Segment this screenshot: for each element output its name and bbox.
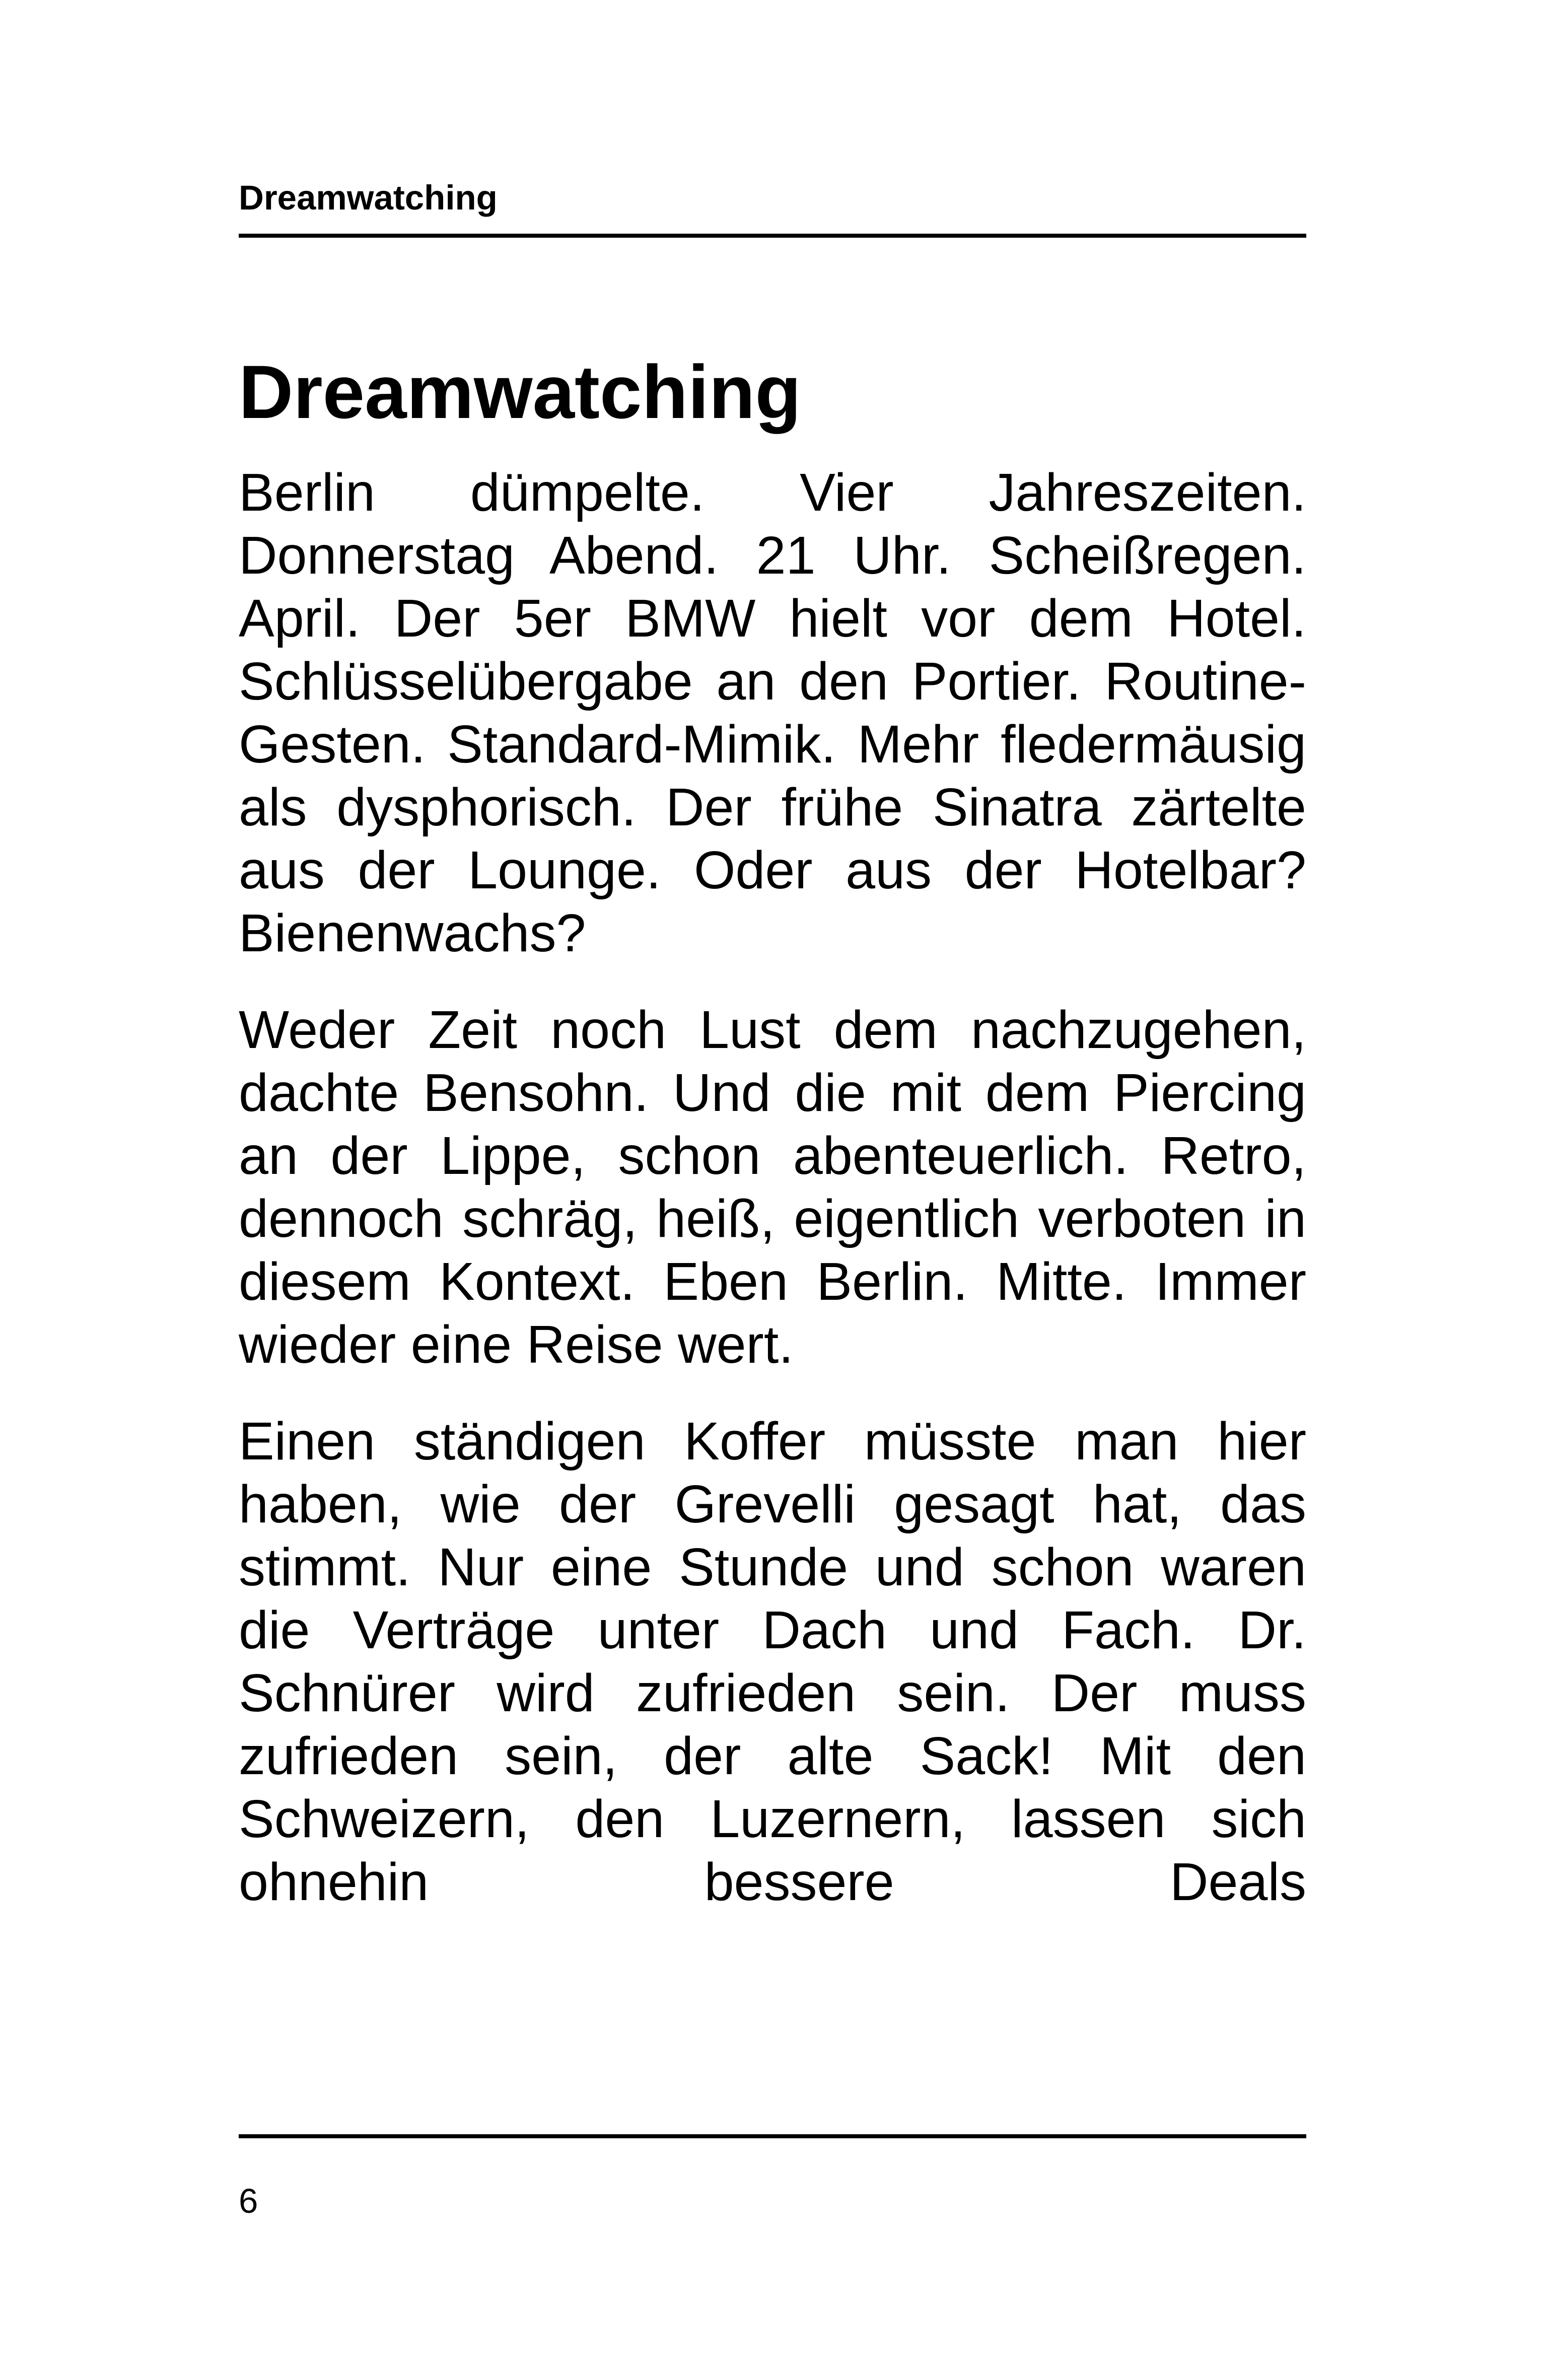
chapter-title: Dreamwatching <box>239 349 801 434</box>
paragraph: Einen ständigen Koffer müsste man hier haben, wie der Grevelli gesagt hat, das stimmt. Nur eine Stunde und schon waren die Verträge unter Dach und Fach. Dr. Schnürer wird zufrieden sein. Der muss zufrieden sein, der alte Sack! Mit den Schweizern, den Luzernern, lassen sich ohnehin bessere Deals <box>239 1412 1306 1912</box>
running-header: Dreamwatching <box>239 178 498 217</box>
body-text <box>239 461 1306 2123</box>
footer-divider <box>239 2134 1306 2138</box>
page-number: 6 <box>239 2182 258 2220</box>
header-divider <box>239 234 1306 238</box>
paragraph: Weder Zeit noch Lust dem nachzugehen, dachte Bensohn. Und die mit dem Piercing an der Lippe, schon abenteuerlich. Retro, dennoch schräg, heiß, eigentlich verboten in diesem Kontext. Eben Berlin. Mitte. Immer wieder eine Reise wert. <box>239 1000 1306 1374</box>
paragraph: Berlin dümpelte. Vier Jahreszeiten. Donnerstag Abend. 21 Uhr. Scheißregen. April. Der 5er BMW hielt vor dem Hotel. Schlüsselübergabe an den Portier. Routine-Gesten. Standard-Mimik. Mehr fledermäusig als dysphorisch. Der frühe Sinatra zärtelte aus der Lounge. Oder aus der Hotelbar? Bienenwachs? <box>239 463 1306 963</box>
